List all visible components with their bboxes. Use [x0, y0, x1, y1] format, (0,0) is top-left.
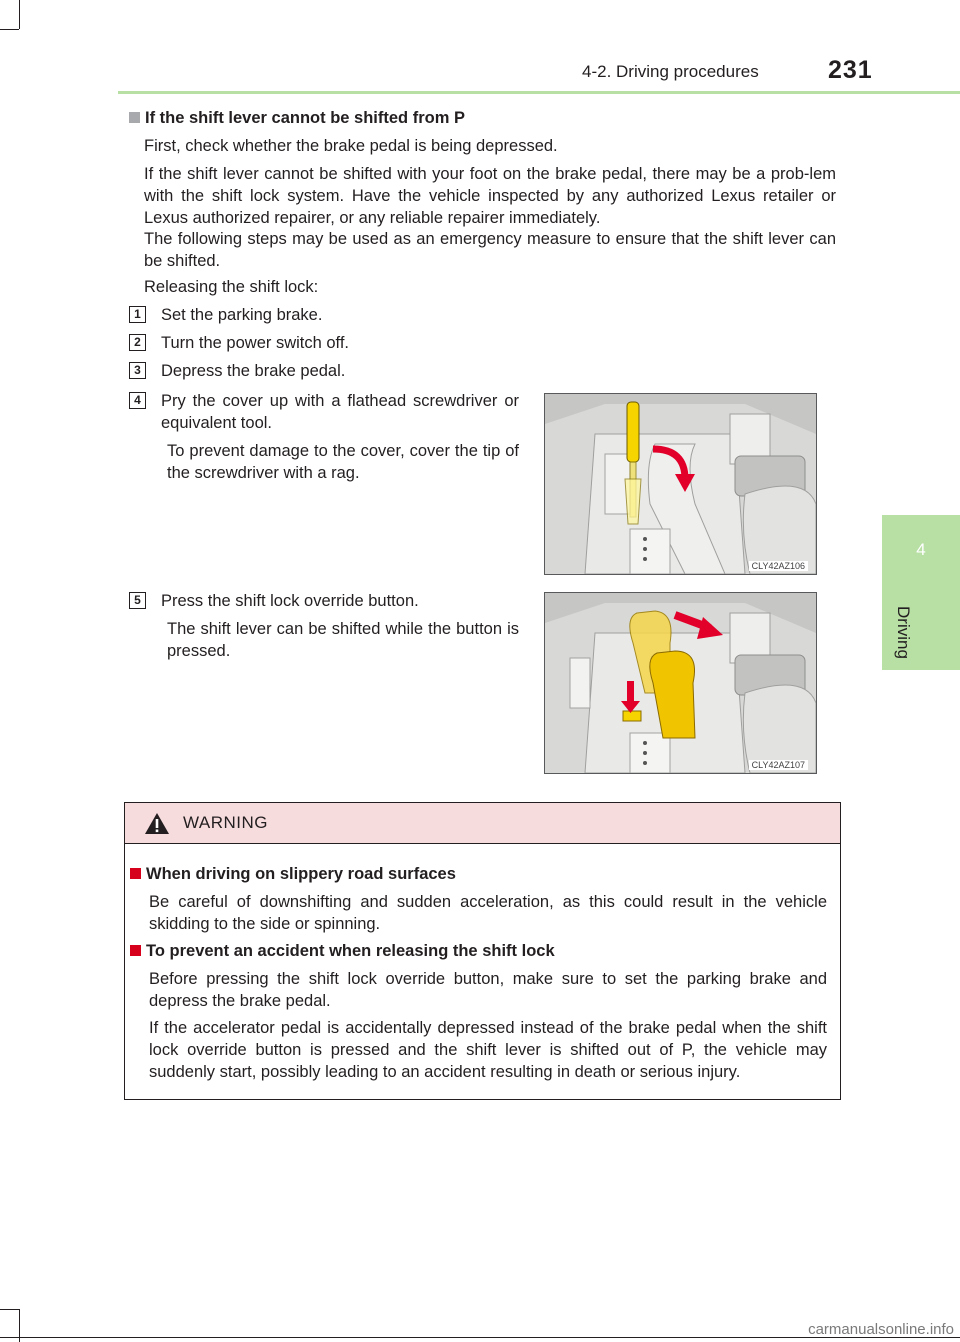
warning-paragraph: Before pressing the shift lock override button, make sure to set the parking brake and depress the brake pedal.: [149, 970, 827, 1010]
step-text: Press the shift lock override button.: [161, 592, 419, 610]
warning-item-heading: When driving on slippery road surfaces: [130, 863, 456, 885]
watermark: carmanualsonline.info: [808, 1321, 954, 1338]
chapter-tab-label: Driving: [894, 606, 913, 659]
warning-paragraph: Be careful of downshifting and sudden acceleration, as this could result in the vehicle skidding to the side or spinning.: [149, 893, 827, 933]
step-text: Depress the brake pedal.: [161, 362, 346, 380]
step-number: 5: [129, 592, 146, 609]
warning-title: WARNING: [183, 813, 269, 832]
red-square-bullet-icon: [130, 868, 141, 879]
header-rule: [118, 91, 960, 94]
figure-code: CLY42AZ107: [749, 760, 808, 770]
chapter-tab-number: 4: [916, 540, 926, 559]
section-header-title: 4-2. Driving procedures: [582, 62, 759, 81]
step-text: Turn the power switch off.: [161, 334, 350, 352]
step-note: The shift lever can be shifted while the button is pressed.: [167, 620, 519, 660]
step-note: To prevent damage to the cover, cover the tip of the screwdriver with a rag.: [167, 442, 519, 482]
warning-paragraph: If the accelerator pedal is accidentally depressed instead of the brake pedal when the shift lock override button is pressed and the shift lever is shifted out of P, the vehicle may suddenly start, possibly leading to an accident resulting in death or serious injury.: [149, 1019, 827, 1081]
step-number: 3: [129, 362, 146, 379]
crop-mark: [0, 29, 19, 30]
intro-paragraph: First, check whether the brake pedal is being depressed.: [144, 137, 558, 155]
intro-paragraph: The following steps may be used as an emergency measure to ensure that the shift lever can be shifted.: [144, 230, 836, 270]
warning-triangle-icon: [144, 812, 170, 835]
warning-box: [124, 802, 841, 1100]
gray-square-bullet-icon: [129, 112, 140, 123]
crop-mark: [19, 0, 20, 29]
figure-code: CLY42AZ106: [749, 561, 808, 571]
step-number: 2: [129, 334, 146, 351]
intro-paragraph: If the shift lever cannot be shifted with your foot on the brake pedal, there may be a prob-lem with the shift lock system. Have the vehicle inspected by any authorized Lexus retailer or Lexus authorized repairer, or any reliable repairer immediately.: [144, 165, 836, 227]
shift-lever-override-illustration: [545, 593, 816, 773]
figure-shift-override: [544, 592, 817, 774]
crop-mark: [0, 1309, 19, 1310]
step-number: 4: [129, 392, 146, 409]
step-text: Set the parking brake.: [161, 306, 323, 324]
step-number: 1: [129, 306, 146, 323]
releasing-label: Releasing the shift lock:: [144, 278, 319, 296]
page-number: 231: [828, 56, 873, 84]
section-heading: If the shift lever cannot be shifted from P: [129, 107, 465, 129]
step-text: Pry the cover up with a flathead screwdriver or equivalent tool.: [161, 392, 519, 432]
screwdriver-prying-cover-illustration: [545, 394, 816, 574]
figure-screwdriver: [544, 393, 817, 575]
red-square-bullet-icon: [130, 945, 141, 956]
warning-header: [125, 803, 840, 844]
warning-item-heading: To prevent an accident when releasing the shift lock: [130, 940, 555, 962]
